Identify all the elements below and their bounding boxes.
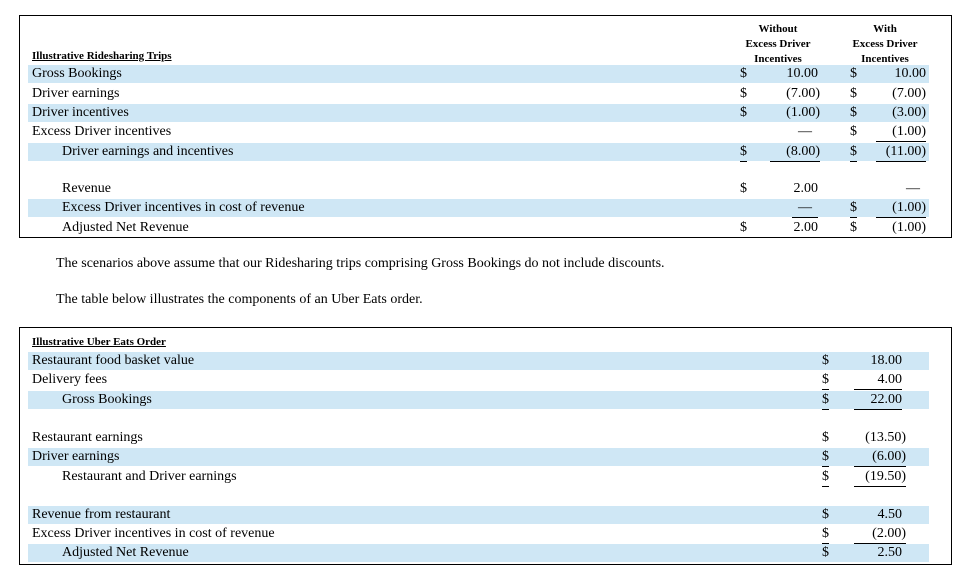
row-value: (2.00) (854, 525, 906, 544)
table-row (28, 219, 929, 237)
col-header-with-line1: With (873, 23, 897, 35)
table-row (28, 525, 929, 543)
row-label: Excess Driver incentives (32, 124, 172, 139)
value-with: (3.00) (892, 105, 926, 120)
value-without: 2.00 (793, 220, 818, 235)
dollar-sign: $ (740, 181, 747, 196)
dollar-sign: $ (850, 199, 857, 218)
dollar-sign: $ (822, 545, 829, 560)
value-without: — (798, 124, 812, 139)
uber-eats-table (19, 327, 952, 565)
paragraph-table-intro: The table below illustrates the components of an Uber Eats order. (56, 292, 423, 307)
dollar-sign: $ (740, 105, 747, 120)
row-label: Gross Bookings (32, 66, 122, 81)
row-value: 4.00 (854, 371, 902, 390)
row-label: Adjusted Net Revenue (62, 220, 189, 235)
value-with: (7.00) (892, 86, 926, 101)
dollar-sign: $ (822, 468, 829, 487)
value-without: — (792, 199, 818, 218)
row-label: Gross Bookings (62, 392, 152, 407)
dollar-sign: $ (822, 430, 829, 445)
row-label: Adjusted Net Revenue (62, 545, 189, 560)
table-row (28, 123, 929, 141)
table-row (28, 85, 929, 103)
row-label: Driver earnings (32, 86, 120, 101)
value-with: (1.00) (876, 123, 926, 142)
row-label: Restaurant and Driver earnings (62, 469, 237, 484)
table-row (28, 429, 929, 447)
dollar-sign: $ (850, 105, 857, 120)
dollar-sign: $ (822, 507, 829, 522)
col-header-without-line1: Without (758, 23, 798, 35)
uber-eats-title: Illustrative Uber Eats Order (32, 336, 166, 348)
row-label: Excess Driver incentives in cost of revenue (32, 526, 275, 541)
dollar-sign: $ (740, 220, 747, 235)
row-label: Revenue from restaurant (32, 507, 171, 522)
table-row (28, 199, 929, 217)
value-with: (11.00) (876, 143, 926, 162)
table-row (28, 65, 929, 83)
value-without: (7.00) (786, 86, 820, 101)
row-value: (6.00) (854, 448, 906, 467)
row-label: Delivery fees (32, 372, 108, 387)
col-header-with-line2: Excess Driver (852, 38, 918, 50)
table-row (28, 506, 929, 524)
value-with: — (906, 181, 920, 196)
col-header-without-line2: Excess Driver (745, 38, 811, 50)
row-value: 4.50 (877, 507, 902, 522)
table-row (28, 391, 929, 409)
table-row (28, 104, 929, 122)
row-label: Driver incentives (32, 105, 129, 120)
dollar-sign: $ (850, 143, 857, 162)
row-label: Restaurant food basket value (32, 353, 195, 368)
row-value: (13.50) (865, 430, 906, 445)
ridesharing-title: Illustrative Ridesharing Trips (32, 50, 172, 62)
dollar-sign: $ (822, 448, 829, 467)
dollar-sign: $ (740, 143, 747, 162)
dollar-sign: $ (822, 353, 829, 368)
row-label: Revenue (62, 181, 111, 196)
value-without: (8.00) (770, 143, 820, 162)
row-label: Driver earnings (32, 449, 120, 464)
dollar-sign: $ (740, 86, 747, 101)
table-row (28, 448, 929, 466)
dollar-sign: $ (740, 66, 747, 81)
value-with: 10.00 (894, 66, 926, 81)
value-without: (1.00) (786, 105, 820, 120)
col-header-with-line3: Incentives (861, 52, 909, 68)
row-value: 2.50 (877, 545, 902, 560)
table-row (28, 352, 929, 370)
dollar-sign: $ (850, 220, 857, 235)
table-row (28, 180, 929, 198)
dollar-sign: $ (850, 66, 857, 81)
col-header-without (720, 22, 836, 68)
row-label: Driver earnings and incentives (62, 144, 234, 159)
row-label: Excess Driver incentives in cost of revenue (62, 200, 305, 215)
value-without: 2.00 (793, 181, 818, 196)
row-value: (19.50) (854, 468, 906, 487)
paragraph-scenarios: The scenarios above assume that our Ridesharing trips comprising Gross Bookings do not include discounts. (56, 256, 665, 271)
value-without: 10.00 (786, 66, 818, 81)
dollar-sign: $ (822, 391, 829, 410)
dollar-sign: $ (850, 124, 857, 139)
dollar-sign: $ (850, 86, 857, 101)
value-with: (1.00) (876, 199, 926, 218)
ridesharing-table (19, 15, 952, 238)
table-row (28, 143, 929, 161)
col-header-with (830, 22, 940, 68)
row-value: 18.00 (870, 353, 902, 368)
table-row (28, 371, 929, 389)
table-row (28, 544, 929, 562)
value-with: (1.00) (892, 220, 926, 235)
dollar-sign: $ (822, 525, 829, 544)
row-value: 22.00 (854, 391, 902, 410)
table-row (28, 468, 929, 486)
row-label: Restaurant earnings (32, 430, 143, 445)
col-header-without-line3: Incentives (754, 52, 802, 68)
dollar-sign: $ (822, 371, 829, 390)
